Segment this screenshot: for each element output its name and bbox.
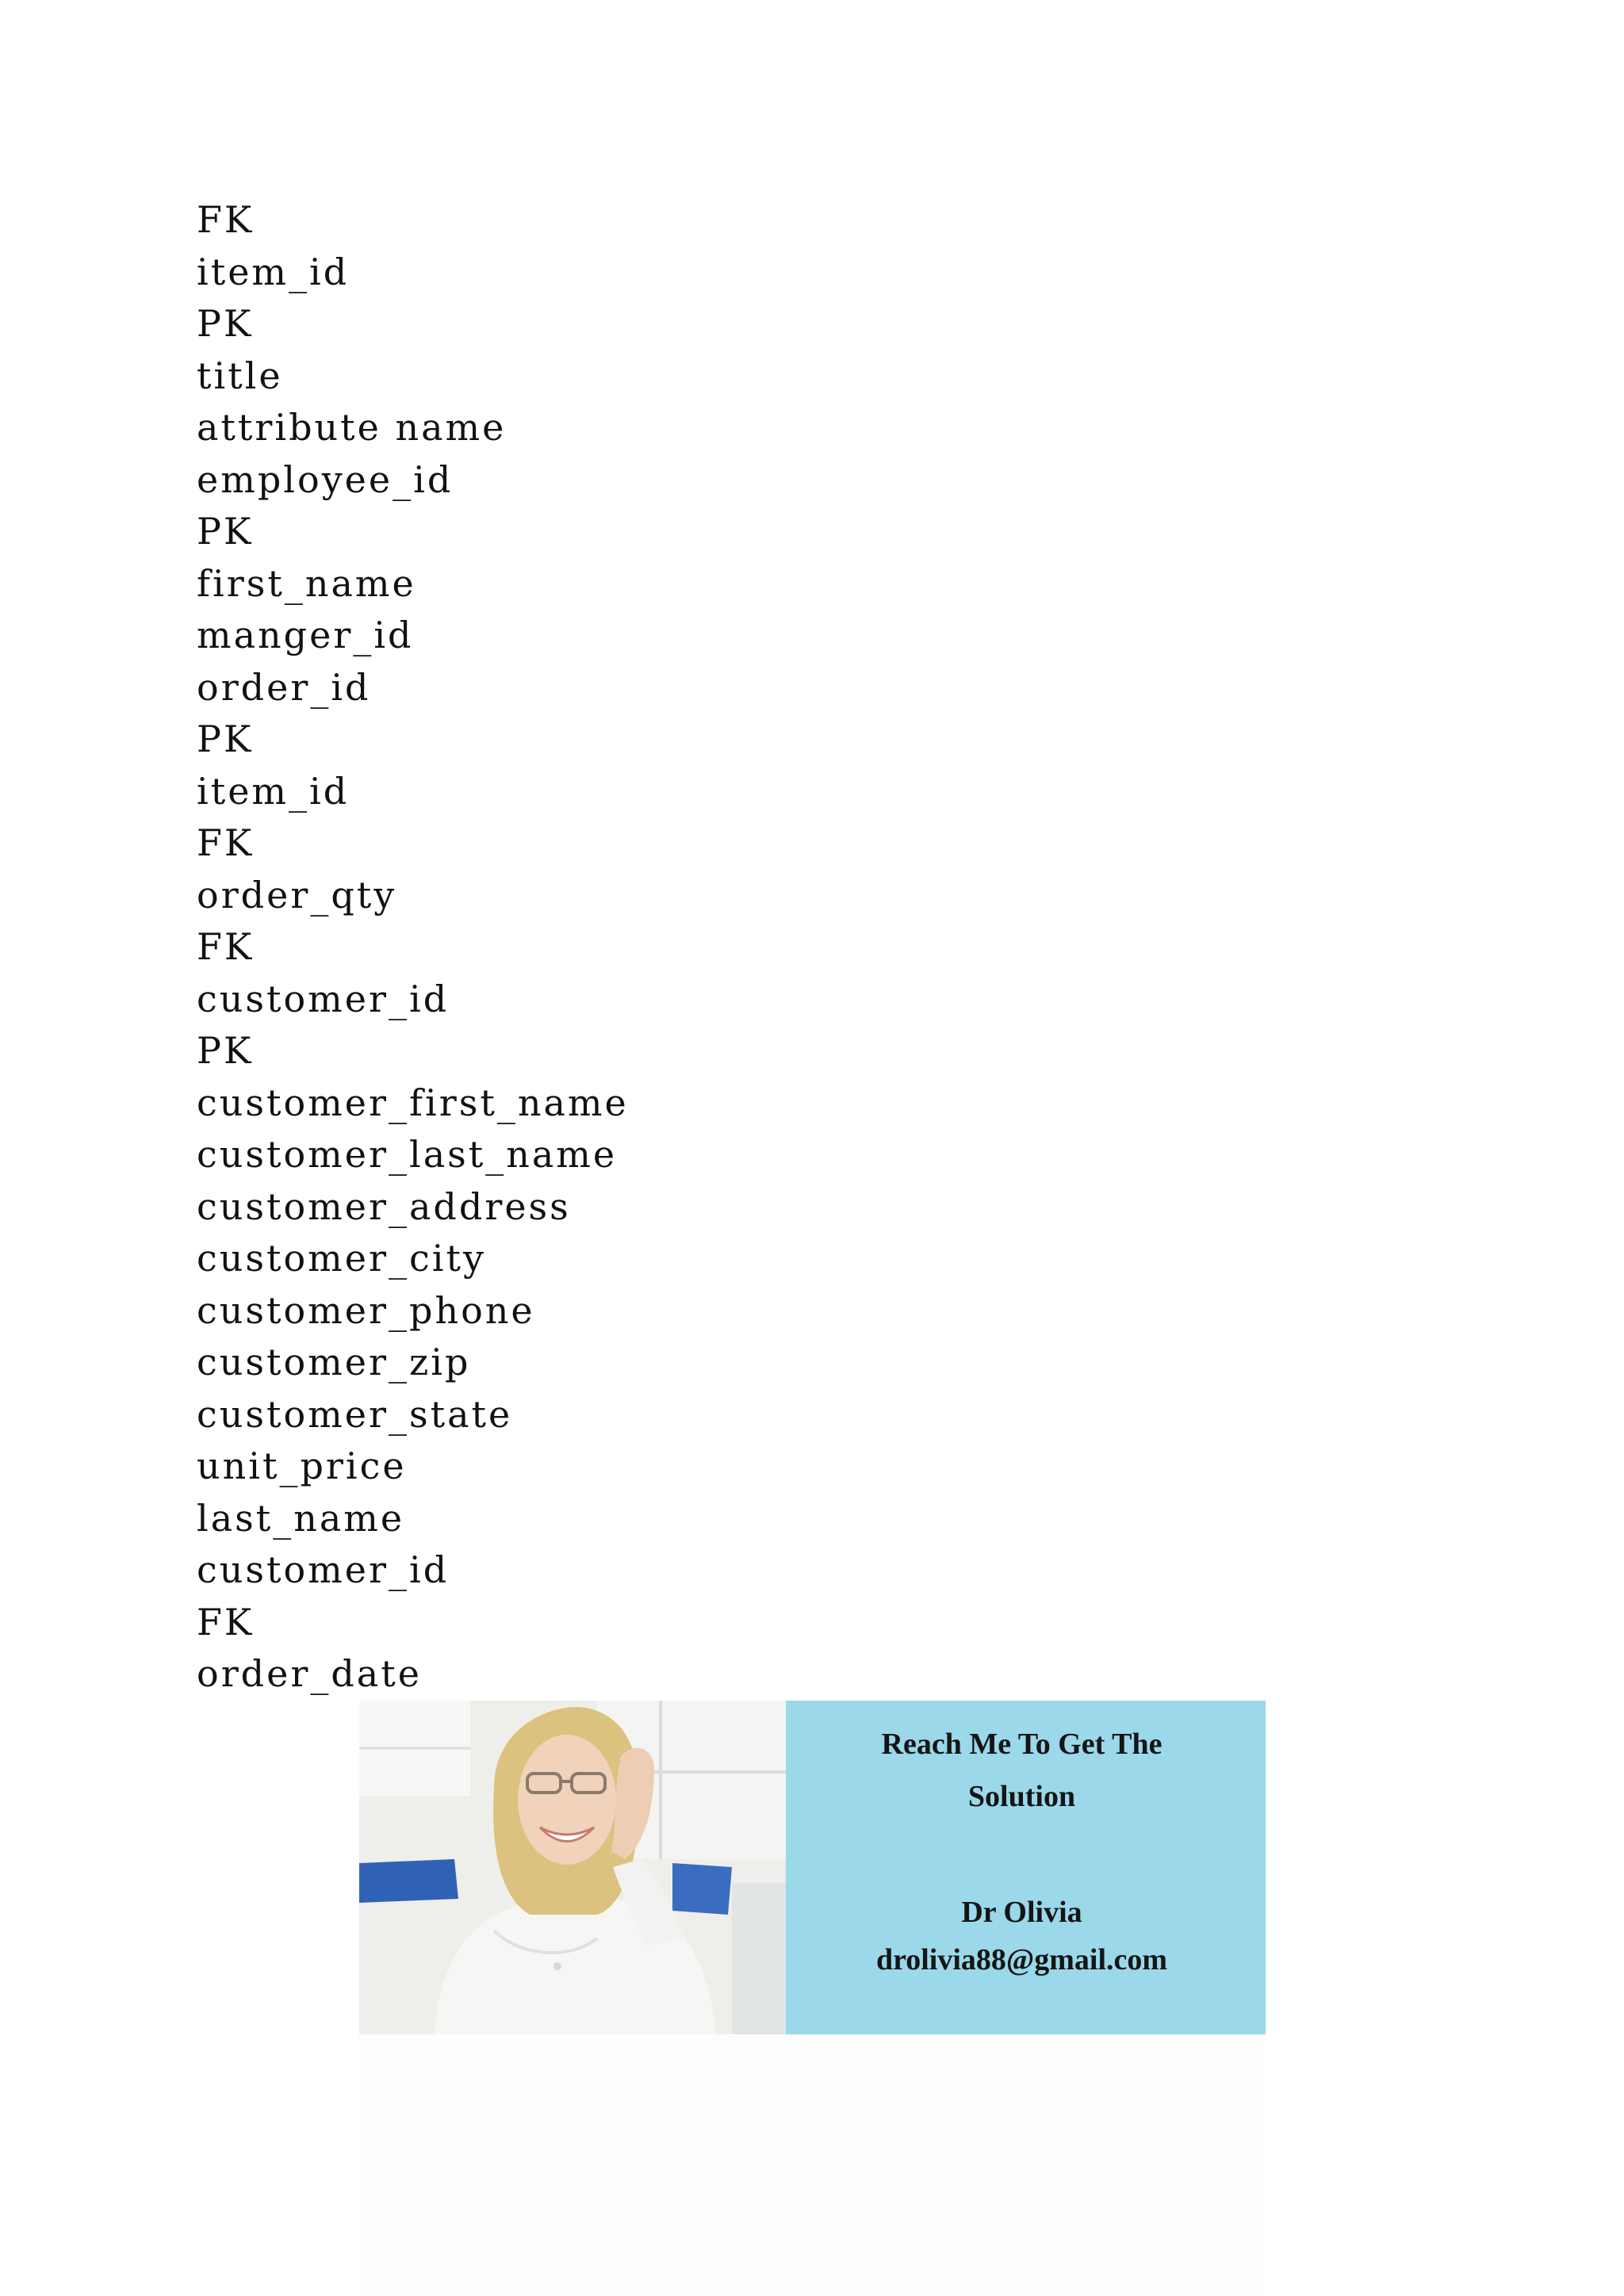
list-item: customer_zip bbox=[197, 1341, 471, 1383]
banner-heading-line1: Reach Me To Get The bbox=[881, 1728, 1162, 1761]
list-item: customer_city bbox=[197, 1237, 486, 1280]
list-item: order_date bbox=[197, 1652, 422, 1695]
list-item: last_name bbox=[197, 1496, 405, 1540]
list-item: PK bbox=[197, 510, 254, 553]
photo-illustration bbox=[359, 1701, 786, 2034]
list-item: customer_last_name bbox=[197, 1133, 618, 1176]
woman-with-glasses-photo bbox=[359, 1701, 786, 2034]
banner-heading-line2: Solution bbox=[967, 1780, 1076, 1813]
list-item: customer_first_name bbox=[197, 1081, 629, 1124]
list-item: unit_price bbox=[197, 1445, 407, 1487]
attribute-list bbox=[197, 194, 629, 1701]
contact-panel bbox=[786, 1701, 1266, 2034]
list-item: customer_phone bbox=[197, 1288, 535, 1332]
list-item: attribute name bbox=[197, 406, 507, 449]
list-item: PK bbox=[197, 302, 254, 345]
list-item: order_qty bbox=[197, 873, 397, 916]
contact-name: Dr Olivia bbox=[961, 1896, 1082, 1929]
list-item: customer_address bbox=[197, 1184, 571, 1228]
list-item: FK bbox=[197, 1600, 255, 1644]
list-item: customer_state bbox=[197, 1392, 513, 1436]
contact-email[interactable]: drolivia88@gmail.com bbox=[875, 1943, 1168, 1976]
list-item: customer_id bbox=[197, 1548, 450, 1591]
list-item: order_id bbox=[197, 665, 371, 709]
list-item: PK bbox=[197, 718, 254, 760]
list-item: customer_id bbox=[197, 977, 450, 1020]
list-item: item_id bbox=[197, 769, 350, 813]
list-item: manger_id bbox=[197, 614, 414, 656]
list-item: item_id bbox=[197, 250, 350, 293]
list-item: FK bbox=[197, 821, 255, 864]
list-item: employee_id bbox=[197, 457, 454, 501]
list-item: FK bbox=[197, 925, 255, 968]
image-background-area bbox=[359, 2034, 1266, 2296]
list-item: first_name bbox=[197, 561, 416, 605]
list-item: FK bbox=[197, 198, 255, 241]
list-item: PK bbox=[197, 1029, 254, 1072]
contact-banner[interactable] bbox=[359, 1701, 1266, 2034]
list-item: title bbox=[197, 354, 283, 397]
